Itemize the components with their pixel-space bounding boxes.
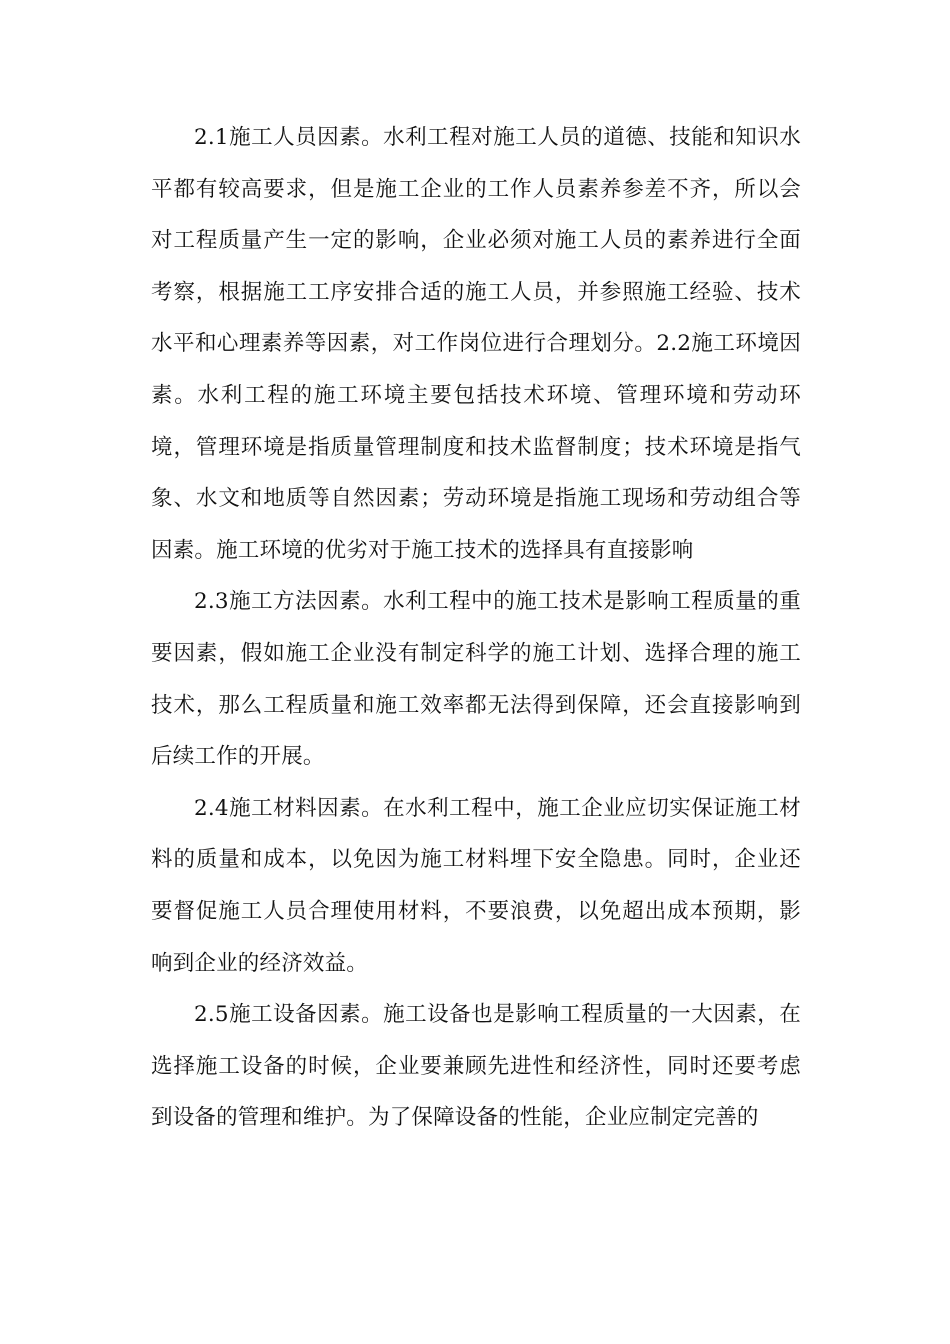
document-body: [151, 112, 801, 1144]
paragraph-construction-equipment: 2.5施工设备因素。施工设备也是影响工程质量的一大因素，在选择施工设备的时候，企业要兼顾先进性和经济性，同时还要考虑到设备的管理和维护。为了保障设备的性能，企业应制定完善的: [151, 1002, 801, 1131]
paragraph-construction-materials: 2.4施工材料因素。在水利工程中，施工企业应切实保证施工材料的质量和成本，以免因为施工材料埋下安全隐患。同时，企业还要督促施工人员合理使用材料，不要浪费，以免超出成本预期，影响到企业的经济效益。: [151, 795, 801, 976]
paragraph-construction-method: 2.3施工方法因素。水利工程中的施工技术是影响工程质量的重要因素，假如施工企业没有制定科学的施工计划、选择合理的施工技术，那么工程质量和施工效率都无法得到保障，还会直接影响到后续工作的开展。: [151, 589, 801, 770]
paragraph-construction-personnel: 2.1施工人员因素。水利工程对施工人员的道德、技能和知识水平都有较高要求，但是施工企业的工作人员素养参差不齐，所以会对工程质量产生一定的影响，企业必须对施工人员的素养进行全面考察，根据施工工序安排合适的施工人员，并参照施工经验、技术水平和心理素养等因素，对工作岗位进行合理划分。2.2施工环境因素。水利工程的施工环境主要包括技术环境、管理环境和劳动环境，管理环境是指质量管理制度和技术监督制度；技术环境是指气象、水文和地质等自然因素；劳动环境是指施工现场和劳动组合等因素。施工环境的优劣对于施工技术的选择具有直接影响: [151, 125, 801, 563]
